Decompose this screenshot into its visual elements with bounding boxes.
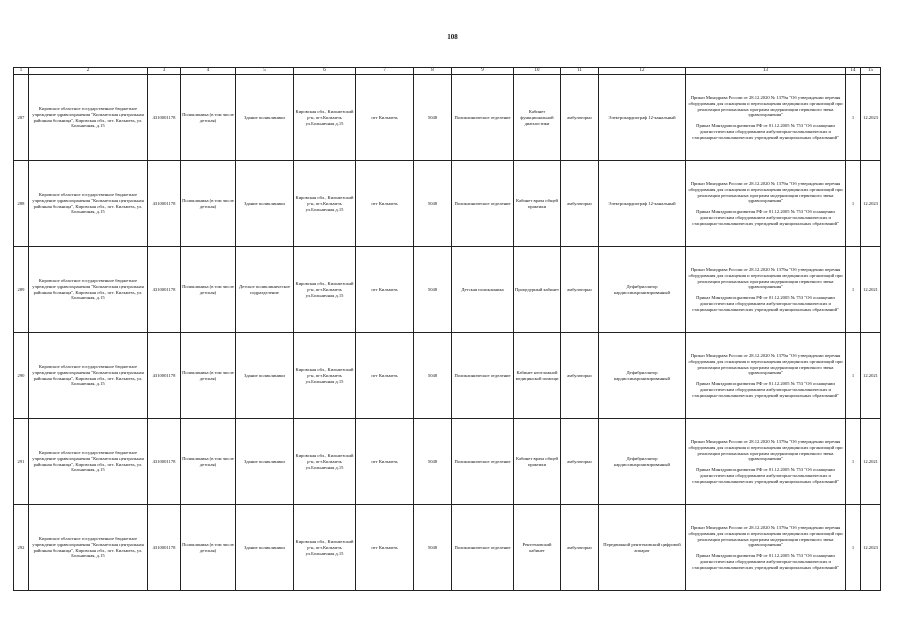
unit-cell: Поликлиника (в том числе детская) [181,333,236,419]
organization-cell: Кировское областное государственное бюджетное учреждение здравоохранения "Кильмезская центральная районная больница", Кировская обл., пгт. Кильмезь, ул. Больничная, д.15 [29,505,148,591]
regulation-order-753: Приказ Минздравсоцразвития РФ от 01.12.2005 № 753 "Об оснащении диагностическим оборудованием амбулаторно-поликлинических и стационарно-поликлинических учреждений муниципальных образований" [692,123,839,140]
regulation-order-753: Приказ Минздравсоцразвития РФ от 01.12.2005 № 753 "Об оснащении диагностическим оборудованием амбулаторно-поликлинических и стационарно-поликлинических учреждений муниципальных образований" [692,295,839,312]
organization-cell: Кировское областное государственное бюджетное учреждение здравоохранения "Кильмезская центральная районная больница", Кировская обл., пгт. Кильмезь, ул. Больничная, д.15 [29,161,148,247]
column-header: 7 [356,68,414,75]
organization-cell: Кировское областное государственное бюджетное учреждение здравоохранения "Кильмезская центральная районная больница", Кировская обл., пгт. Кильмезь, ул. Больничная, д.15 [29,75,148,161]
code-cell: 5048 [414,247,452,333]
column-header: 3 [148,68,181,75]
regulation-order-1379n: Приказ Минздрава России от 28.12.2020 № 1379н "Об утверждении перечня оборудования для оснащения и переоснащения медицинских организаций при реализации региональных программ модернизации первичного звена здравоохранения" [688,181,843,204]
unit-cell: Поликлиника (в том числе детская) [181,419,236,505]
column-header: 15 [861,68,881,75]
equipment-cell: Дефибриллятор кардиосинхронизированный [599,333,686,419]
row-number: 290 [14,333,29,419]
column-header: 10 [514,68,561,75]
equipment-cell: Электрокардиограф 12-канальный [599,161,686,247]
unit-cell: Поликлиника (в том числе детская) [181,247,236,333]
quantity-cell: 1 [846,505,861,591]
regulation-cell [686,161,846,247]
room-cell: Рентгеновский кабинет [514,505,561,591]
regulation-order-1379n: Приказ Минздрава России от 28.12.2020 № 1379н "Об утверждении перечня оборудования для оснащения и переоснащения медицинских организаций при реализации региональных программ модернизации первичного звена здравоохранения" [688,267,843,290]
table-row [14,333,881,419]
date-cell: 12.2021 [861,419,881,505]
code-cell: 5048 [414,505,452,591]
column-header: 13 [686,68,846,75]
room-cell: Кабинет врача общей практики [514,161,561,247]
column-header: 2 [29,68,148,75]
locality-cell: пгт Кильмезь [356,75,414,161]
row-number: 289 [14,247,29,333]
regulation-cell [686,247,846,333]
locality-cell: пгт Кильмезь [356,333,414,419]
code-cell: 5048 [414,75,452,161]
column-header: 14 [846,68,861,75]
date-cell: 12.2021 [861,247,881,333]
row-number: 291 [14,419,29,505]
table-row [14,505,881,591]
column-header: 9 [452,68,514,75]
code-cell: 5048 [414,161,452,247]
date-cell: 12.2023 [861,505,881,591]
locality-cell: пгт Кильмезь [356,247,414,333]
room-cell: Кабинет функциональной диагностики [514,75,561,161]
row-number: 292 [14,505,29,591]
care-type-cell: амбулаторно [561,247,599,333]
locality-cell: пгт Кильмезь [356,161,414,247]
regulation-order-1379n: Приказ Минздрава России от 28.12.2020 № 1379н "Об утверждении перечня оборудования для оснащения и переоснащения медицинских организаций при реализации региональных программ модернизации первичного звена здравоохранения" [688,95,843,118]
inn-cell: 4310001178 [148,75,181,161]
regulation-order-1379n: Приказ Минздрава России от 28.12.2020 № 1379н "Об утверждении перечня оборудования для оснащения и переоснащения медицинских организаций при реализации региональных программ модернизации первичного звена здравоохранения" [688,439,843,462]
column-header: 1 [14,68,29,75]
quantity-cell: 1 [846,419,861,505]
equipment-table [13,67,881,591]
page-number: 108 [447,33,458,41]
date-cell: 12.2023 [861,161,881,247]
organization-cell: Кировское областное государственное бюджетное учреждение здравоохранения "Кильмезская центральная районная больница", Кировская обл., пгт. Кильмезь, ул. Больничная, д.15 [29,333,148,419]
regulation-cell [686,75,846,161]
inn-cell: 4310001178 [148,161,181,247]
unit-cell: Поликлиника (в том числе детская) [181,161,236,247]
building-cell: Здание поликлиники [236,75,294,161]
equipment-cell: Дефибриллятор кардиосинхронизированный [599,247,686,333]
column-header: 11 [561,68,599,75]
inn-cell: 4310001178 [148,419,181,505]
column-header: 12 [599,68,686,75]
building-cell: Здание поликлиники [236,505,294,591]
department-cell: Поликлиническое отделение [452,505,514,591]
equipment-cell: Дефибриллятор кардиосинхронизированный [599,419,686,505]
inn-cell: 4310001178 [148,247,181,333]
column-header: 5 [236,68,294,75]
code-cell: 5048 [414,419,452,505]
address-cell: Кировская обл., Кильмезский р-н, пгт.Кильмезь ул.Больничная д.15 [294,505,356,591]
address-cell: Кировская обл., Кильмезский р-н, пгт.Кильмезь ул.Больничная д.15 [294,247,356,333]
care-type-cell: амбулаторно [561,75,599,161]
department-cell: Поликлиническое отделение [452,161,514,247]
equipment-cell: Передвижной рентгеновский цифровой аппарат [599,505,686,591]
care-type-cell: амбулаторно [561,505,599,591]
column-number-row [14,68,881,75]
department-cell: Поликлиническое отделение [452,333,514,419]
room-cell: Кабинет врача общей практики [514,419,561,505]
table-row [14,75,881,161]
building-cell: Здание поликлиники [236,419,294,505]
unit-cell: Поликлиника (в том числе детская) [181,75,236,161]
quantity-cell: 1 [846,161,861,247]
building-cell: Детское поликлиническое подразделение [236,247,294,333]
quantity-cell: 1 [846,333,861,419]
quantity-cell: 1 [846,75,861,161]
care-type-cell: амбулаторно [561,333,599,419]
unit-cell: Поликлиника (в том числе детская) [181,505,236,591]
department-cell: Поликлиническое отделение [452,75,514,161]
equipment-cell: Электрокардиограф 12-канальный [599,75,686,161]
code-cell: 5048 [414,333,452,419]
regulation-order-753: Приказ Минздравсоцразвития РФ от 01.12.2005 № 753 "Об оснащении диагностическим оборудованием амбулаторно-поликлинических и стационарно-поликлинических учреждений муниципальных образований" [692,209,839,226]
building-cell: Здание поликлиники [236,333,294,419]
address-cell: Кировская обл., Кильмезский р-н, пгт.Кильмезь ул.Больничная д.15 [294,161,356,247]
table-row [14,247,881,333]
locality-cell: пгт Кильмезь [356,419,414,505]
organization-cell: Кировское областное государственное бюджетное учреждение здравоохранения "Кильмезская центральная районная больница", Кировская обл., пгт. Кильмезь, ул. Больничная, д.15 [29,247,148,333]
regulation-order-1379n: Приказ Минздрава России от 28.12.2020 № 1379н "Об утверждении перечня оборудования для оснащения и переоснащения медицинских организаций при реализации региональных программ модернизации первичного звена здравоохранения" [688,525,843,548]
row-number: 288 [14,161,29,247]
regulation-order-753: Приказ Минздравсоцразвития РФ от 01.12.2005 № 753 "Об оснащении диагностическим оборудованием амбулаторно-поликлинических и стационарно-поликлинических учреждений муниципальных образований" [692,381,839,398]
building-cell: Здание поликлиники [236,161,294,247]
inn-cell: 4310001178 [148,505,181,591]
regulation-order-753: Приказ Минздравсоцразвития РФ от 01.12.2005 № 753 "Об оснащении диагностическим оборудованием амбулаторно-поликлинических и стационарно-поликлинических учреждений муниципальных образований" [692,553,839,570]
regulation-order-1379n: Приказ Минздрава России от 28.12.2020 № 1379н "Об утверждении перечня оборудования для оснащения и переоснащения медицинских организаций при реализации региональных программ модернизации первичного звена здравоохранения" [688,353,843,376]
address-cell: Кировская обл., Кильмезский р-н, пгт.Кильмезь ул.Больничная д.15 [294,333,356,419]
care-type-cell: амбулаторно [561,419,599,505]
date-cell: 12.2023 [861,75,881,161]
department-cell: Детская поликлиника [452,247,514,333]
address-cell: Кировская обл., Кильмезский р-н, пгт.Кильмезь ул.Больничная д.15 [294,75,356,161]
row-number: 287 [14,75,29,161]
inn-cell: 4310001178 [148,333,181,419]
regulation-cell [686,505,846,591]
column-header: 8 [414,68,452,75]
quantity-cell: 1 [846,247,861,333]
room-cell: Кабинет неотложной медицинской помощи [514,333,561,419]
care-type-cell: амбулаторно [561,161,599,247]
regulation-cell [686,419,846,505]
organization-cell: Кировское областное государственное бюджетное учреждение здравоохранения "Кильмезская центральная районная больница", Кировская обл., пгт. Кильмезь, ул. Больничная, д.15 [29,419,148,505]
address-cell: Кировская обл., Кильмезский р-н, пгт.Кильмезь ул.Больничная д.15 [294,419,356,505]
department-cell: Поликлиническое отделение [452,419,514,505]
date-cell: 12.2021 [861,333,881,419]
locality-cell: пгт Кильмезь [356,505,414,591]
regulation-order-753: Приказ Минздравсоцразвития РФ от 01.12.2005 № 753 "Об оснащении диагностическим оборудованием амбулаторно-поликлинических и стационарно-поликлинических учреждений муниципальных образований" [692,467,839,484]
table-row [14,419,881,505]
column-header: 4 [181,68,236,75]
regulation-cell [686,333,846,419]
table-row [14,161,881,247]
column-header: 6 [294,68,356,75]
room-cell: Процедурный кабинет [514,247,561,333]
